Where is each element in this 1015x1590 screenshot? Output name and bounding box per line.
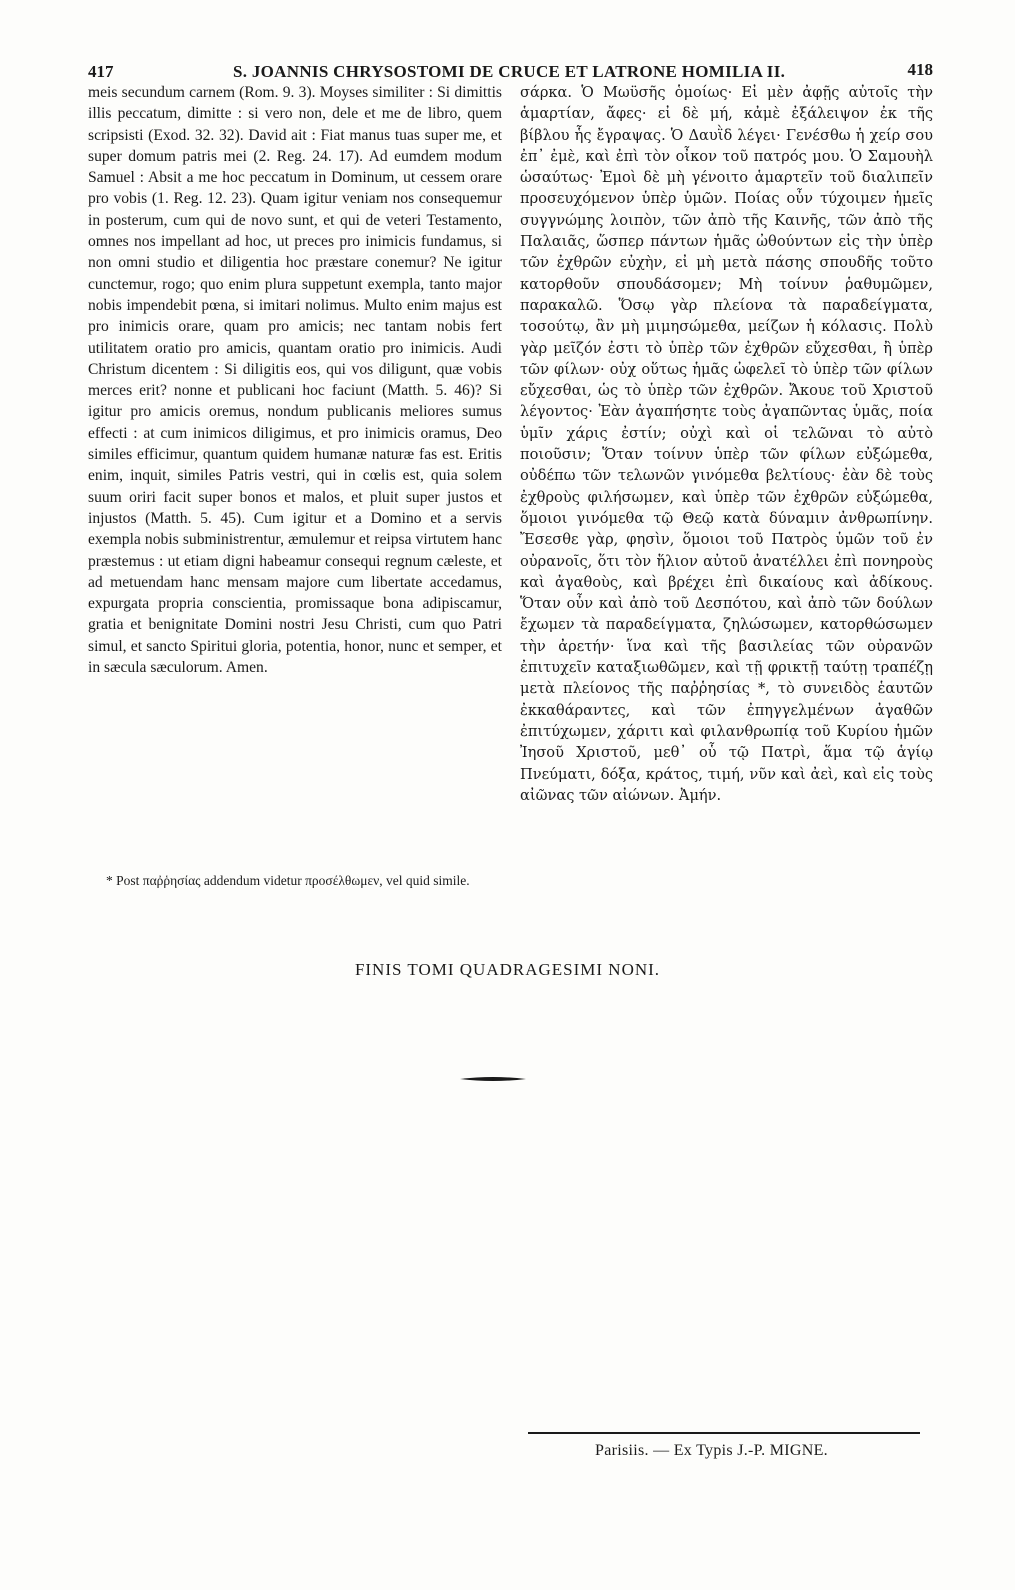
imprint-rule [528, 1432, 920, 1434]
page-number-right: 418 [907, 60, 933, 79]
running-title: S. JOANNIS CHRYSOSTOMI DE CRUCE ET LATRONE HOMILIA II. [233, 62, 786, 81]
printer-imprint: Parisiis. — Ex Typis J.-P. MIGNE. [595, 1442, 828, 1459]
latin-column [88, 82, 502, 678]
page-number-left: 417 [88, 62, 114, 81]
greek-column [520, 82, 933, 806]
greek-text: σάρκα. Ὁ Μωϋσῆς ὁμοίως· Εἰ μὲν ἀφῇς αὐτοῖς τὴν ἁμαρτίαν, ἄφες· εἰ δὲ μή, κἀμὲ ἐξάλειψον ἐκ τῆς βίβλου ἧς ἔγραψας. Ὁ Δαυῒδ λέγει· Γενέσθω ἡ χείρ σου ἐπ᾽ ἐμὲ, καὶ ἐπὶ τὸν οἶκον τοῦ πατρός μου. Ὁ Σαμουὴλ ὡσαύτως· Ἐμοὶ δὲ μὴ γένοιτο ἁμαρτεῖν τοῦ διαλιπεῖν προσευχόμενον ὑπὲρ ὑμῶν. Ποίας οὖν τύχοιμεν ἡμεῖς συγγνώμης λοιπὸν, τῶν ἀπὸ τῆς Καινῆς, τῶν ἀπὸ τῆς Παλαιᾶς, ὥσπερ πάντων ἡμᾶς ὠθούντων εἰς τὴν ὑπὲρ τῶν ἐχθρῶν εὐχὴν, εἰ μὴ μετὰ πάσης σπουδῆς τοῦτο κατορθοῦν σπουδάσομεν; Μὴ τοίνυν ῥαθυμῶμεν, παρακαλῶ. Ὅσῳ γὰρ πλείονα τὰ παραδείγματα, τοσούτῳ, ἂν μὴ μιμησώμεθα, μείζων ἡ κόλασις. Πολὺ γὰρ μεῖζόν ἐστι τὸ ὑπὲρ τῶν ἐχθρῶν εὔχεσθαι, ἢ ὑπὲρ τῶν φίλων· οὐχ οὕτως ἡμᾶς ὠφελεῖ τὸ ὑπὲρ τῶν φίλων εὔχεσθαι, ὡς τὸ ὑπὲρ τῶν ἐχθρῶν. Ἄκουε τοῦ Χριστοῦ λέγοντος· Ἐὰν ἀγαπήσητε τοὺς ἀγαπῶντας ὑμᾶς, ποία ὑμῖν χάρις ἐστίν; οὐχὶ καὶ οἱ τελῶναι τὸ αὐτὸ ποιοῦσιν; Ὅταν τοίνυν ὑπὲρ τῶν φίλων εὐξώμεθα, οὐδέπω τῶν τελωνῶν γινόμεθα βελτίους· ἐὰν δὲ τοὺς ἐχθροὺς φιλήσωμεν, καὶ ὑπὲρ τῶν ἐχθρῶν εὐξώμεθα, ὅμοιοι γινόμεθα τῷ Θεῷ κατὰ δύναμιν ἀνθρωπίνην. Ἔσεσθε γὰρ, φησὶν, ὅμοιοι τοῦ Πατρὸς ὑμῶν τοῦ ἐν οὐρανοῖς, ὅτι τὸν ἥλιον αὐτοῦ ἀνατέλλει ἐπὶ πονηροὺς καὶ ἀγαθοὺς, καὶ βρέχει ἐπὶ δικαίους καὶ ἀδίκους. Ὅταν οὖν καὶ ἀπὸ τοῦ Δεσπότου, καὶ ἀπὸ τῶν δούλων ἔχωμεν τὰ παραδείγματα, ζηλώσωμεν, κατορθώσωμεν τὴν ἀρετήν· ἵνα καὶ τῆς βασιλείας τῶν οὐρανῶν ἐπιτυχεῖν καταξιωθῶμεν, καὶ τῇ φρικτῇ ταύτῃ τραπέζῃ μετὰ πλείονος τῆς παῤῥησίας *, τὸ συνειδὸς ἑαυτῶν ἐκκαθάραντες, καὶ τῶν ἐπηγγελμένων ἀγαθῶν ἐπιτύχωμεν, χάριτι καὶ φιλανθρωπίᾳ τοῦ Κυρίου ἡμῶν Ἰησοῦ Χριστοῦ, μεθ᾽ οὗ τῷ Πατρὶ, ἅμα τῷ ἁγίῳ Πνεύματι, δόξα, κράτος, τιμή, νῦν καὶ ἀεὶ, καὶ εἰς τοὺς αἰῶνας τῶν αἰώνων. Ἀμήν. [520, 84, 933, 804]
ornament-rule [460, 1076, 526, 1082]
finis-line: FINIS TOMI QUADRAGESIMI NONI. [354, 960, 661, 979]
latin-text: meis secundum carnem (Rom. 9. 3). Moyses similiter : Si dimittis illis peccatum, dimitte : si vero non, dele et me de libro, quem scripsisti (Exod. 32. 32). David ait : Fiat manus tuas super me, et super domum patris mei (2. Reg. 24. 17). Ad eumdem modum Samuel : Absit a me hoc peccatum in Dominum, ut cessem orare pro vobis (1. Reg. 12. 23). Quam igitur veniam nos consequemur in posterum, cum qui de novo sunt, et qui de veteri Testamento, omnes nos impellant ad hoc, ut preces pro inimicis fundamus, si non omni studio et diligentia hoc præstare conemur? Ne igitur cunctemur, rogo; quo enim plura suppetunt exempla, tanto major nobis impendebit pœna, si imitari nolimus. Multo enim majus est pro inimicis orare, quam pro amicis; nec tantam nobis fert utilitatem oratio pro amicis, quantam oratio pro inimicis. Audi Christum dicentem : Si diligitis eos, qui vos diligunt, quæ vobis merces erit? nonne et publicani hoc faciunt (Matth. 5. 46)? Si igitur pro amicis oremus, nondum publicanis meliores sumus effecti : at cum inimicos diligimus, et pro inimicis oramus, Deo similes efficimur, quantum quidem humanæ naturæ fas est. Eritis enim, inquit, similes Patris vestri, qui in cœlis est, quia solem suum oriri facit super bonos et malos, et pluit super justos et injustos (Matth. 5. 45). Cum igitur et a Domino et a servis exempla nobis subministrentur, æmulemur et reipsa virtutem hanc præstemus : ut etiam digni habeamur consequi regnum cæleste, et ad metuendam hanc mensam majore cum libertate accedamus, expurgata propria conscientia, promissaque bona adipiscamur, gratia et benignitate Domini nostri Jesu Christi, cum quo Patri simul, et sancto Spiritui gloria, potentia, honor, nunc et semper, et in sæcula sæculorum. Amen. [88, 84, 502, 677]
footnote: * Post παῤῥησίας addendum videtur προσέλθωμεν, vel quid simile. [106, 873, 470, 888]
